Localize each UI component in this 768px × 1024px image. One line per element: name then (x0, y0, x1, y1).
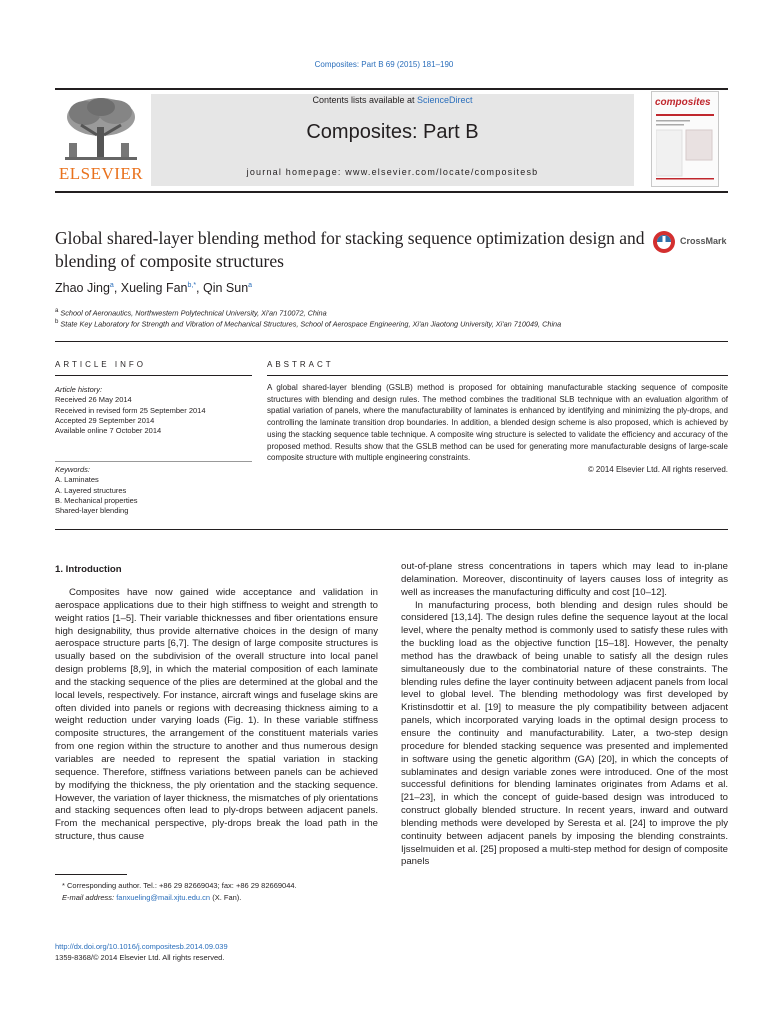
keyword-item: Shared-layer blending (55, 506, 129, 516)
corresponding-author-note: * Corresponding author. Tel.: +86 29 82669043; fax: +86 29 82669044. (62, 881, 297, 890)
author-affiliation-mark: a (248, 281, 253, 289)
contents-line (151, 95, 634, 105)
author-list: Zhao Jing$^a$, Xueling Fan$^{b,*}$, Qin Sun$^a$ (55, 281, 253, 295)
elsevier-wordmark: ELSEVIER (58, 164, 144, 183)
body-paragraph: Composites have now gained wide acceptance and validation in aerospace applications due to their high stiffness to weight and strength to weight ratios [1–5]. Their variable thicknesses and fiber orientations ensure high designability, thus provide alternative choices in the design of many aerospace structure parts [6,7]. The design of large composite structures is usually based on the subdivision of the overall structure into local panel design problems [8,9], in which the material composition of each laminate and the stacking sequence of the plies are determined at the global and the local levels, respectively. For instance, aircraft wings and fuselage skins are often divided into panels or regions with decreasing thickness aiming to a weight reduction under varying loads (Fig. 1). In these variable stiffness composite structures, the arrangement of the constituent materials varies from one region within the structure to another and thus numerous design variables are needed to represent the spatial variation in stacking sequence. Therefore, stiffness variations between panels can be achieved by modifying the thickness, the ply orientation and the stacking sequence. However, the variation of layer thickness, the mismatches of ply orientations and stacking sequences often lead to ply-drops between adjacent panels. From the mechanical perspective, ply-drops break the load path in the structure, thus cause (55, 587, 378, 843)
history-item: Received in revised form 25 September 2014 (55, 405, 206, 415)
keywords-label: Keywords: (55, 465, 91, 474)
contents-prefix: Contents lists available at (312, 95, 418, 105)
abstract-heading: ABSTRACT (267, 360, 334, 369)
footnote-rule (55, 874, 127, 875)
affiliation (55, 307, 327, 317)
cover-graphic-icon (656, 114, 714, 180)
body-column-left (55, 587, 378, 844)
abstract-copyright: © 2014 Elsevier Ltd. All rights reserved. (587, 464, 728, 474)
paper-title: Global shared-layer blending method for stacking sequence optimization design and blending of composite structures (55, 228, 645, 271)
footnote (62, 880, 378, 903)
crossmark-icon[interactable] (652, 230, 676, 254)
article-info-divider (55, 461, 252, 462)
affiliation-mark: b (55, 318, 59, 325)
author-affiliation-mark: a (109, 281, 114, 289)
journal-reference[interactable]: Composites: Part B 69 (2015) 181–190 (314, 60, 454, 69)
issn-copyright: 1359-8368/© 2014 Elsevier Ltd. All rights reserved. (55, 953, 225, 962)
keyword-item: B. Mechanical properties (55, 495, 138, 505)
author-name[interactable]: Qin Sun (203, 281, 249, 295)
article-info-heading: ARTICLE INFO (55, 360, 146, 369)
author-name[interactable]: Xueling Fan (120, 281, 188, 295)
article-history (55, 385, 252, 436)
body-paragraph: out-of-plane stress concentrations in tapers which may lead to in-plane delamination. Moreover, discontinuity of layers causes loss of integrity as well as increases the manufacturing difficulty and cost [10–12]. (401, 561, 728, 598)
email-suffix: (X. Fan). (210, 892, 242, 902)
tree-icon (55, 95, 147, 165)
section-heading-introduction: 1. Introduction (55, 564, 122, 575)
crossmark-label[interactable]: CrossMark (680, 236, 727, 246)
affiliation-mark: a (55, 307, 59, 314)
body-column-right (401, 561, 728, 869)
abstract-bottom-rule (55, 529, 728, 530)
email-link[interactable]: fanxueling@mail.xjtu.edu.cn (116, 892, 211, 902)
article-info-rule (55, 375, 252, 376)
email-line (62, 892, 378, 904)
keyword-item: A. Laminates (55, 475, 99, 485)
journal-title: Composites: Part B (306, 121, 479, 143)
affiliation (55, 318, 561, 328)
body-paragraph: In manufacturing process, both blending and design rules should be considered [13,14]. The design rules define the sequence layout at the local level, where the penalty method is commonly used to satisfy these rules with the buckling load as the objective function [15–18]. However, the penalty method has the drawback of being unable to satisfy all the design rules simultaneously due to the combinatorial nature of these constraints. The blending rules define the layer continuity between adjacent panels from local level to global level. The blending methodology was first developed by Kristinsdottir et al. [19] to measure the ply compatibility between adjacent panels, which incorporated varying loads in the optimal design process to ensure the continuity and manufacturability. Later, a two-step design procedure for blended stacking sequence was presented and implemented in software using the genetic algorithm (GA) [20], in which the concepts of sublaminates and design variable zones were introduced. One of the most successful definitions for blending laminates originates from Adams et al. [21–23], in which the concept of guide-based design was introduced to construct globally blended structure. In recent years, inward and outward blending methods were developed by Seresta et al. [24] to improve the ply continuity between adjacent panels by imposing the blending constraints. Ijsselmuiden et al. [25] proposed a multi-step method for design of composite panels (401, 599, 728, 868)
author-name[interactable]: Zhao Jing (55, 281, 110, 295)
history-item: Available online 7 October 2014 (55, 426, 162, 436)
keywords (55, 465, 252, 516)
history-item: Received 26 May 2014 (55, 395, 132, 405)
page-footer (55, 941, 228, 963)
journal-cover-thumbnail (651, 91, 719, 187)
affiliation-text: School of Aeronautics, Northwestern Polytechnical University, Xi'an 710072, China (60, 308, 327, 318)
abstract-rule (267, 375, 728, 376)
sciencedirect-link[interactable]: ScienceDirect (417, 95, 473, 105)
author-affiliation-mark: b,* (187, 281, 197, 289)
history-label: Article history: (55, 385, 103, 394)
keyword-item: A. Layered structures (55, 485, 127, 495)
doi-link[interactable]: http://dx.doi.org/10.1016/j.compositesb.2014.09.039 (55, 942, 228, 951)
abstract-text: A global shared-layer blending (GSLB) method is proposed for obtaining manufacturable stacking sequence of composite structures with blending and design rules. The method combines the traditional SLB technique with an evaluation algorithm of spatial variation of panels, where the manufacturability of laminates is enhanced by identifying and minimizing the ply-drops, and controlling the laminate transition drop boundaries. In addition, a blended design scheme is also proposed, which is achieved by using the stacking sequence table technique. A composite wing structure is selected to validate the efficiency and accuracy of the proposed method. Results show that the GSLB method can be used for generating more manufacturable designs of large-scale composite structure with multiple engineering constraints. (267, 383, 728, 463)
affiliation-rule (55, 341, 728, 342)
header-top-rule (55, 88, 728, 90)
affiliation-text: State Key Laboratory for Strength and Vibration of Mechanical Structures, School of Aerospace Engineering, Xi'an Jiaotong University, Xi'an 710049, China (60, 319, 562, 329)
header-bottom-rule (55, 191, 728, 193)
cover-title: composites (655, 97, 711, 108)
abstract-body (267, 382, 728, 476)
journal-homepage[interactable]: journal homepage: www.elsevier.com/locate/compositesb (246, 167, 539, 177)
history-item: Accepted 29 September 2014 (55, 415, 155, 425)
email-label: E-mail address: (62, 892, 117, 902)
